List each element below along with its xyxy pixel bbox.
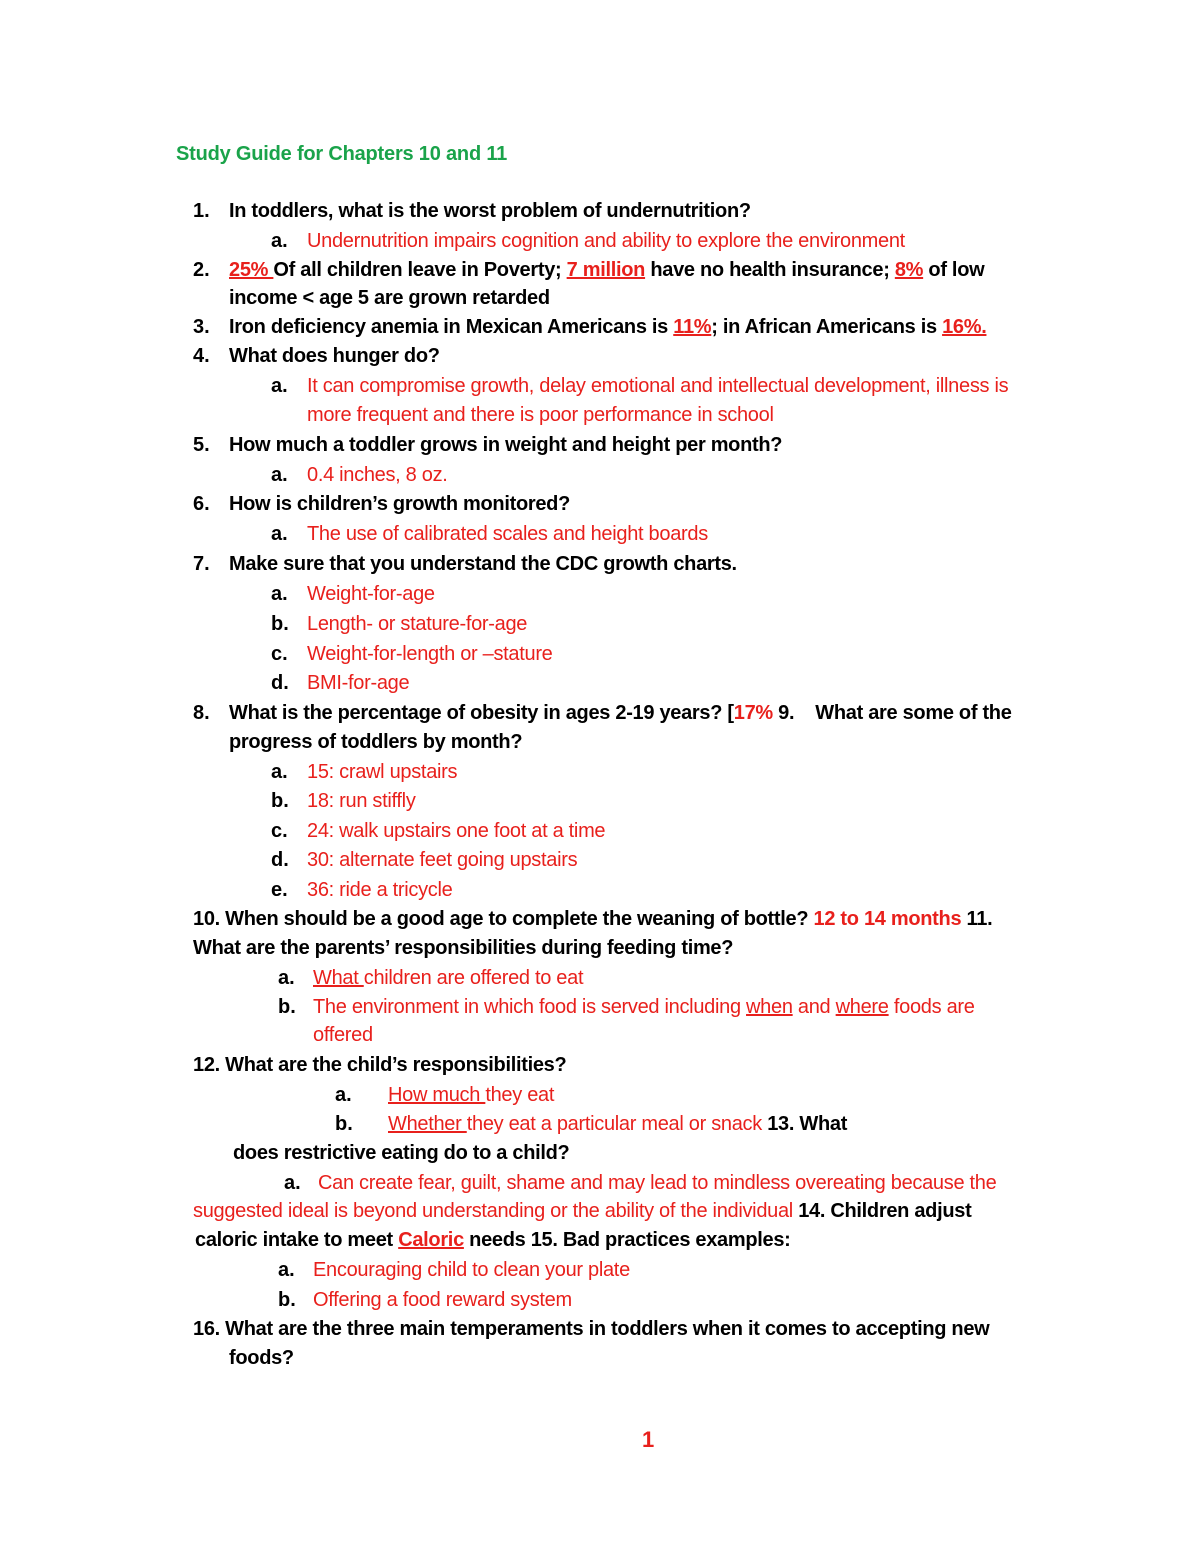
question-text: How is children’s growth monitored? bbox=[229, 493, 570, 515]
text-run: needs 15. Bad practices examples: bbox=[463, 1229, 791, 1251]
text-run: caloric intake to meet bbox=[195, 1229, 399, 1251]
question-text-cont: What are the parents’ responsibilities during feeding time? bbox=[193, 937, 734, 959]
answer-text: 36: ride a tricycle bbox=[307, 879, 453, 901]
answer-letter: a. bbox=[278, 967, 295, 989]
answer-text-cont: more frequent and there is poor performance in school bbox=[307, 404, 774, 426]
text-run: 10. When should be a good age to complete the weaning of bottle? bbox=[193, 908, 814, 930]
answer-text-cont: offered bbox=[313, 1024, 373, 1046]
question-text: Make sure that you understand the CDC growth charts. bbox=[229, 553, 737, 575]
question-text: What does hunger do? bbox=[229, 345, 440, 367]
question-text bbox=[195, 1227, 791, 1253]
text-run: 14. Children adjust bbox=[798, 1200, 972, 1222]
highlight-value: 12 to 14 months bbox=[813, 908, 962, 930]
answer-letter: a. bbox=[271, 375, 288, 397]
answer-letter: c. bbox=[271, 820, 288, 842]
question-text: 16. What are the three main temperaments in toddlers when it comes to accepting new bbox=[193, 1318, 990, 1340]
text-run: 13. What bbox=[767, 1113, 848, 1135]
underlined-text: when bbox=[746, 996, 793, 1018]
text-run: they eat bbox=[485, 1084, 555, 1106]
highlight-value: Caloric bbox=[398, 1229, 464, 1251]
highlight-value: 11% bbox=[673, 316, 712, 338]
answer-text: Undernutrition impairs cognition and ability to explore the environment bbox=[307, 230, 905, 252]
answer-text: Offering a food reward system bbox=[313, 1289, 572, 1311]
answer-letter: a. bbox=[271, 230, 288, 252]
answer-letter: e. bbox=[271, 879, 288, 901]
question-text: In toddlers, what is the worst problem of undernutrition? bbox=[229, 200, 751, 222]
highlight-value: 25% bbox=[229, 259, 274, 281]
underlined-text: What bbox=[313, 967, 364, 989]
question-number: 6. bbox=[193, 493, 210, 515]
answer-text: The use of calibrated scales and height boards bbox=[307, 523, 708, 545]
text-run: 9. What are some of the bbox=[772, 702, 1012, 724]
question-text: 12. What are the child’s responsibilities? bbox=[193, 1054, 567, 1076]
answer-text: 30: alternate feet going upstairs bbox=[307, 849, 578, 871]
answer-letter: d. bbox=[271, 672, 289, 694]
text-run: The environment in which food is served including bbox=[313, 996, 747, 1018]
text-run: they eat a particular meal or snack bbox=[466, 1113, 768, 1135]
question-number: 3. bbox=[193, 316, 210, 338]
question-text-cont: income < age 5 are grown retarded bbox=[229, 287, 550, 309]
answer-text: BMI-for-age bbox=[307, 672, 410, 694]
text-run: ; in African Americans is bbox=[711, 316, 943, 338]
underlined-text: where bbox=[835, 996, 889, 1018]
text-run: What is the percentage of obesity in ages 2-19 years? [ bbox=[229, 702, 734, 724]
answer-letter: d. bbox=[271, 849, 289, 871]
text-run: Of all children leave in Poverty; bbox=[273, 259, 567, 281]
text-run: suggested ideal is beyond understanding or the ability of the individual bbox=[193, 1200, 799, 1222]
answer-text: Can create fear, guilt, shame and may lead to mindless overeating because the bbox=[318, 1172, 997, 1194]
answer-text bbox=[313, 965, 583, 991]
answer-text: 15: crawl upstairs bbox=[307, 761, 458, 783]
question-text-cont: progress of toddlers by month? bbox=[229, 731, 523, 753]
page-number: 1 bbox=[642, 1427, 655, 1452]
text-run: of low bbox=[923, 259, 985, 281]
answer-letter: a. bbox=[271, 464, 288, 486]
answer-text-cont bbox=[193, 1198, 971, 1224]
question-text: does restrictive eating do to a child? bbox=[233, 1142, 570, 1164]
question-number: 5. bbox=[193, 434, 210, 456]
question-number: 4. bbox=[193, 345, 210, 367]
answer-text: Encouraging child to clean your plate bbox=[313, 1259, 630, 1281]
highlight-value: 8% bbox=[894, 259, 924, 281]
document-title: Study Guide for Chapters 10 and 11 bbox=[176, 143, 508, 165]
question-number: 2. bbox=[193, 259, 210, 281]
answer-text bbox=[388, 1082, 554, 1108]
text-run: children are offered to eat bbox=[363, 967, 584, 989]
question-text bbox=[229, 257, 984, 283]
answer-text bbox=[388, 1111, 847, 1137]
highlight-value: 17% bbox=[733, 702, 773, 724]
answer-letter: a. bbox=[284, 1172, 301, 1194]
answer-text: 24: walk upstairs one foot at a time bbox=[307, 820, 606, 842]
answer-letter: a. bbox=[271, 761, 288, 783]
highlight-value: 7 million bbox=[566, 259, 646, 281]
answer-letter: a. bbox=[278, 1259, 295, 1281]
question-text: How much a toddler grows in weight and height per month? bbox=[229, 434, 783, 456]
answer-text: 0.4 inches, 8 oz. bbox=[307, 464, 448, 486]
answer-text: Weight-for-age bbox=[307, 583, 435, 605]
answer-text: Weight-for-length or –stature bbox=[307, 643, 553, 665]
question-text-cont: foods? bbox=[229, 1347, 294, 1369]
text-run: Iron deficiency anemia in Mexican Americans is bbox=[229, 316, 674, 338]
question-number: 8. bbox=[193, 702, 210, 724]
text-run: 11. bbox=[961, 908, 993, 930]
answer-text: It can compromise growth, delay emotional and intellectual development, illness is bbox=[307, 375, 1009, 397]
answer-letter: a. bbox=[335, 1084, 352, 1106]
answer-letter: a. bbox=[271, 583, 288, 605]
answer-text: Length- or stature-for-age bbox=[307, 613, 528, 635]
question-text bbox=[193, 906, 992, 932]
text-run: have no health insurance; bbox=[645, 259, 895, 281]
answer-letter: b. bbox=[271, 790, 289, 812]
answer-text: 18: run stiffly bbox=[307, 790, 416, 812]
underlined-text: How much bbox=[388, 1084, 486, 1106]
text-run: and bbox=[792, 996, 836, 1018]
answer-text bbox=[313, 994, 975, 1020]
highlight-value: 16%. bbox=[942, 316, 987, 338]
question-text bbox=[229, 700, 1012, 726]
answer-letter: c. bbox=[271, 643, 288, 665]
question-number: 1. bbox=[193, 200, 210, 222]
answer-letter: b. bbox=[278, 1289, 296, 1311]
answer-letter: b. bbox=[335, 1113, 353, 1135]
question-text bbox=[229, 314, 986, 340]
answer-letter: b. bbox=[271, 613, 289, 635]
text-run: foods are bbox=[888, 996, 975, 1018]
answer-letter: b. bbox=[278, 996, 296, 1018]
question-number: 7. bbox=[193, 553, 210, 575]
answer-letter: a. bbox=[271, 523, 288, 545]
underlined-text: Whether bbox=[388, 1113, 467, 1135]
